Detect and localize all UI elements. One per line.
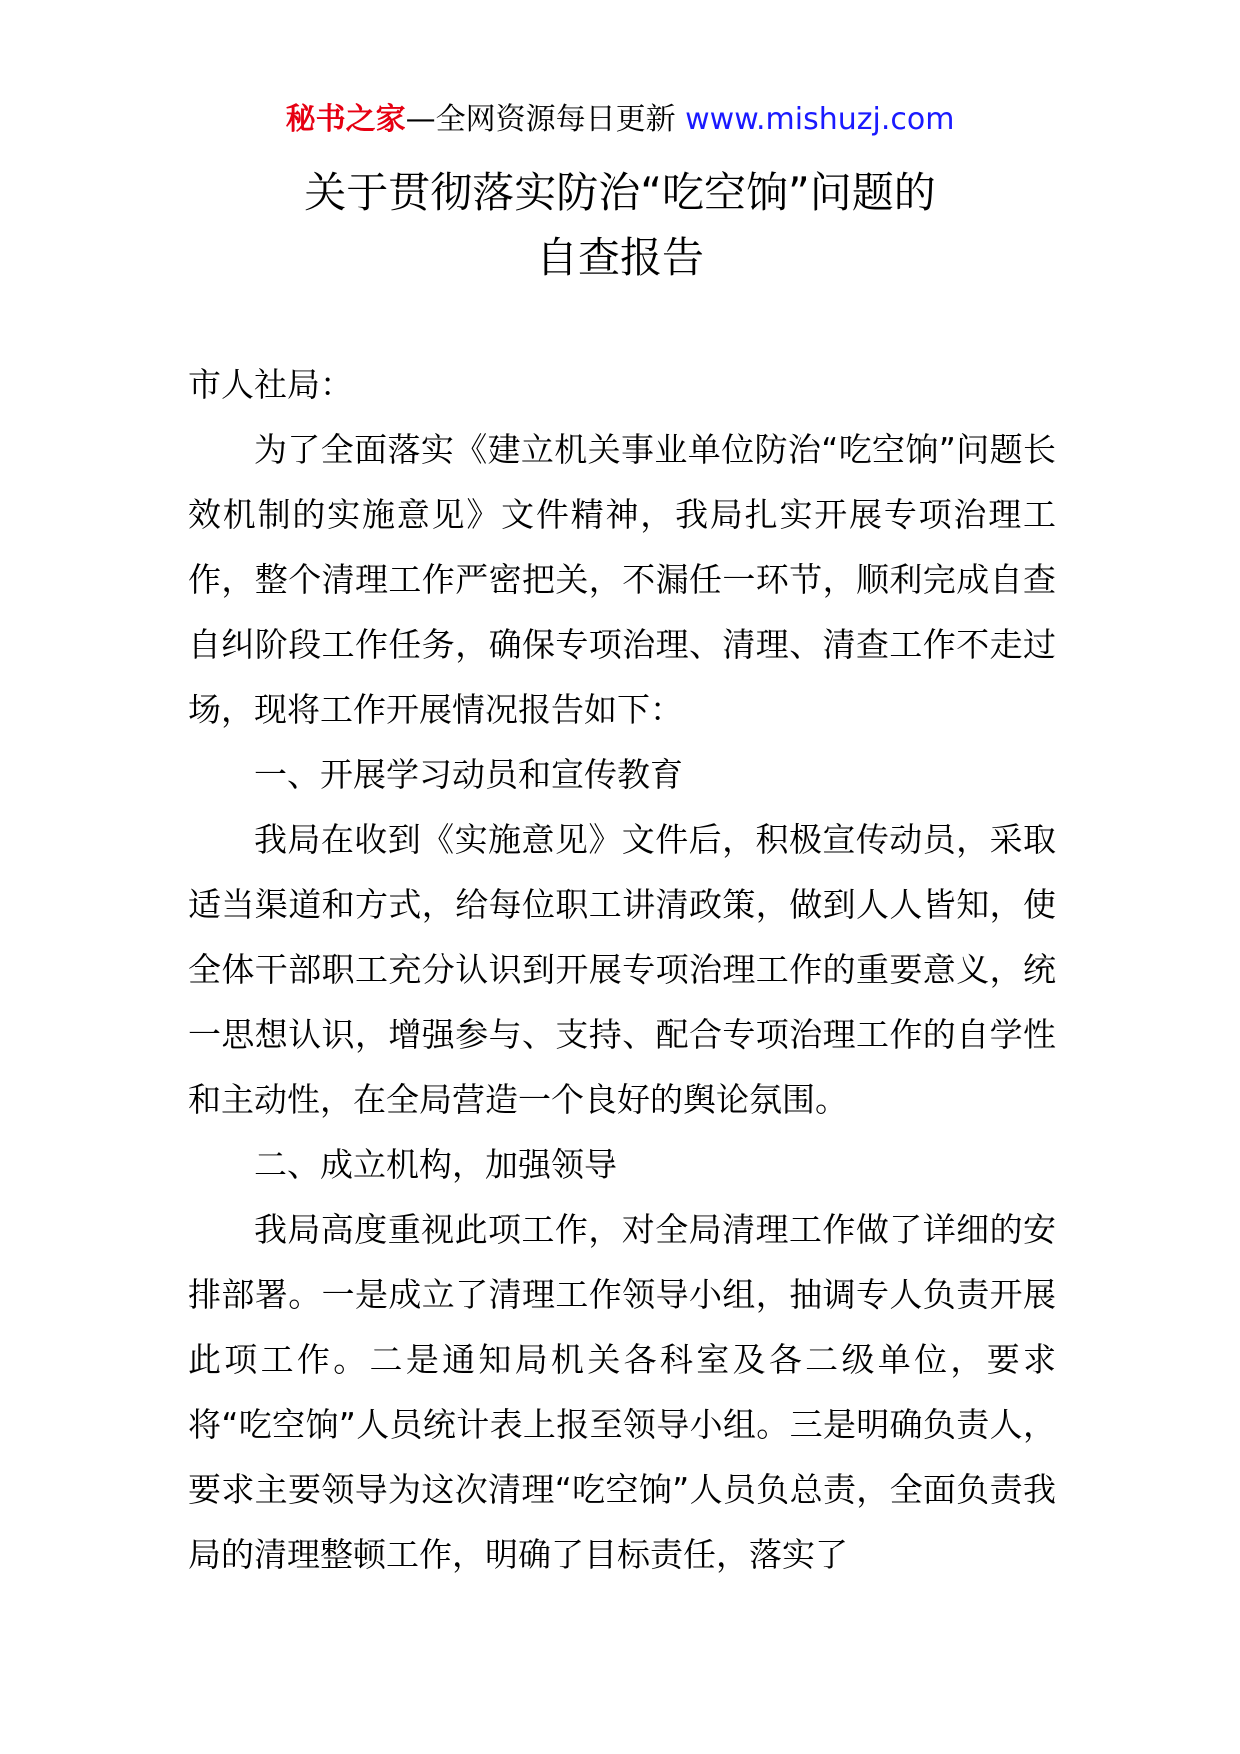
document-body — [188, 352, 1056, 1587]
paragraph-section-2: 我局高度重视此项工作，对全局清理工作做了详细的安排部署。一是成立了清理工作领导小组，抽调专人负责开展此项工作。二是通知局机关各科室及各二级单位，要求将“吃空饷”人员统计表上报至领导小组。三是明确负责人，要求主要领导为这次清理“吃空饷”人员负总责，全面负责我局的清理整顿工作，明确了目标责任，落实了 — [188, 1210, 1056, 1574]
section-heading-2: 二、成立机构，加强领导 — [254, 1145, 617, 1184]
watermark-banner — [0, 100, 1240, 140]
section-heading-1: 一、开展学习动员和宣传教育 — [254, 755, 683, 794]
salutation: 市人社局： — [188, 365, 353, 404]
banner-tagline: —全网资源每日更新 — [405, 102, 686, 137]
document-title-line-1: 关于贯彻落实防治“吃空饷”问题的 — [304, 168, 936, 217]
banner-brand: 秘书之家 — [285, 102, 406, 137]
document-title-line-2: 自查报告 — [535, 233, 704, 282]
banner-url: www.mishuzj.com — [685, 102, 955, 137]
paragraph-section-1: 我局在收到《实施意见》文件后，积极宣传动员，采取适当渠道和方式，给每位职工讲清政策，做到人人皆知，使全体干部职工充分认识到开展专项治理工作的重要意义，统一思想认识，增强参与、支持、配合专项治理工作的自学性和主动性，在全局营造一个良好的舆论氛围。 — [188, 820, 1056, 1119]
paragraph-intro: 为了全面落实《建立机关事业单位防治“吃空饷”问题长效机制的实施意见》文件精神，我局扎实开展专项治理工作，整个清理工作严密把关，不漏任一环节，顺利完成自查自纠阶段工作任务，确保专项治理、清理、清查工作不走过场，现将工作开展情况报告如下： — [188, 430, 1056, 729]
